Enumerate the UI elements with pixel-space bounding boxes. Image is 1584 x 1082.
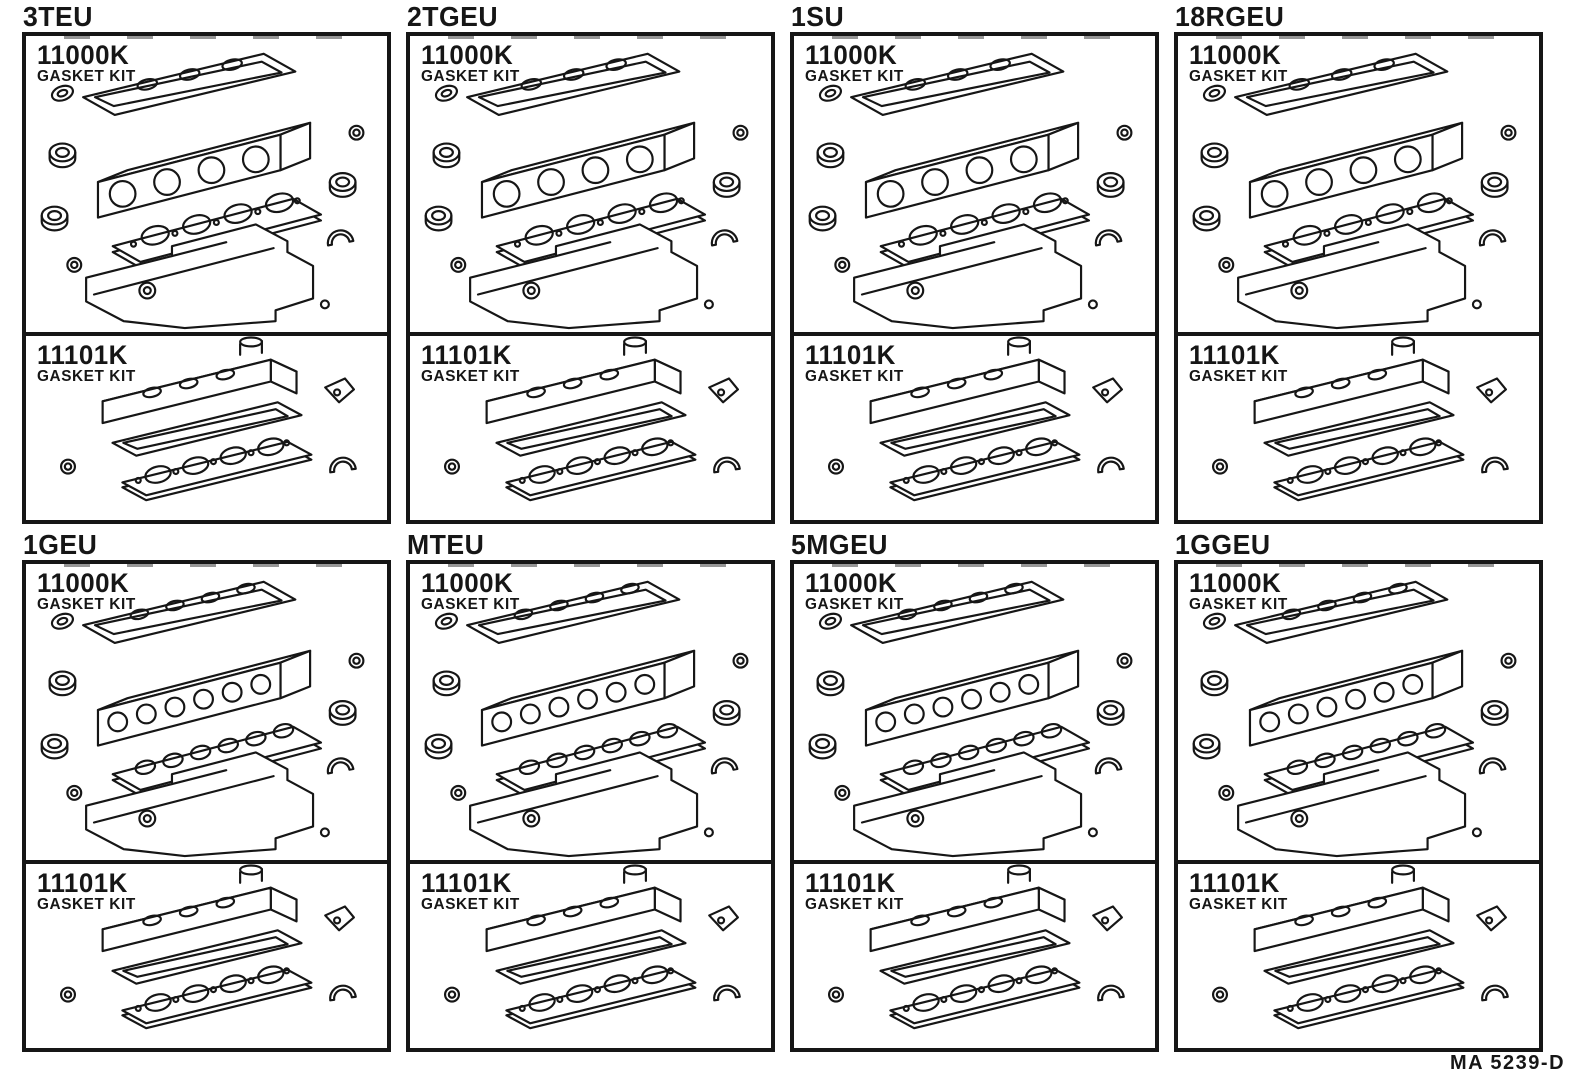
footer-doc-code: MA 5239-D [1450,1052,1566,1074]
kit-caption [37,342,140,385]
panel-frame [22,32,391,524]
kit-caption [421,42,524,85]
head-gasket-kit-section [1178,860,1539,1048]
kit-name: GASKET KIT [1189,896,1288,913]
engine-panel-1ggeu [1174,529,1543,1052]
kit-caption [421,570,524,613]
panel-frame [22,560,391,1052]
kit-name: GASKET KIT [805,896,904,913]
part-number: 11000K [421,40,514,70]
head-gasket-kit-section [26,860,387,1048]
full-gasket-kit-section [1178,564,1539,860]
part-number: 11101K [1189,868,1280,898]
part-number: 11000K [421,568,514,598]
part-number: 11101K [805,340,896,370]
full-gasket-kit-section [26,564,387,860]
panel-grid [22,1,1543,1052]
engine-code-label: 1GGEU [1175,529,1271,560]
kit-name: GASKET KIT [805,368,904,385]
kit-caption [421,342,524,385]
kit-name: GASKET KIT [421,368,520,385]
head-gasket-kit-section [794,332,1155,520]
kit-caption [805,870,908,913]
part-number: 11000K [805,568,898,598]
panel-frame [1174,560,1543,1052]
kit-caption [1189,342,1292,385]
head-gasket-kit-section [1178,332,1539,520]
full-gasket-kit-section [26,36,387,332]
head-gasket-kit-section [794,860,1155,1048]
part-number: 11101K [1189,340,1280,370]
engine-panel-18rgeu [1174,1,1543,524]
part-number: 11000K [805,40,898,70]
kit-name: GASKET KIT [1189,68,1288,85]
part-number: 11000K [37,568,130,598]
panel-frame [406,32,775,524]
panel-frame [1174,32,1543,524]
full-gasket-kit-section [794,564,1155,860]
head-gasket-kit-section [410,860,771,1048]
kit-caption [805,342,908,385]
engine-panel-3teu [22,1,391,524]
part-number: 11000K [1189,40,1282,70]
kit-name: GASKET KIT [37,368,136,385]
kit-name: GASKET KIT [805,596,904,613]
engine-code-label: 1GEU [23,529,98,560]
kit-name: GASKET KIT [1189,368,1288,385]
engine-panel-2tgeu [406,1,775,524]
engine-code-label: MTEU [407,529,485,560]
engine-panel-mteu [406,529,775,1052]
engine-code-label: 1SU [791,1,845,32]
part-number: 11101K [37,868,128,898]
engine-code-label: 2TGEU [407,1,499,32]
part-number: 11101K [37,340,128,370]
engine-code-label: 5MGEU [791,529,888,560]
kit-caption [37,570,140,613]
kit-name: GASKET KIT [37,896,136,913]
head-gasket-kit-section [410,332,771,520]
kit-name: GASKET KIT [805,68,904,85]
engine-code-label: 18RGEU [1175,1,1285,32]
part-number: 11101K [421,340,512,370]
kit-caption [805,42,908,85]
kit-name: GASKET KIT [421,68,520,85]
kit-caption [37,870,140,913]
kit-caption [421,870,524,913]
part-number: 11000K [1189,568,1282,598]
kit-name: GASKET KIT [421,896,520,913]
panel-frame [406,560,775,1052]
full-gasket-kit-section [1178,36,1539,332]
full-gasket-kit-section [794,36,1155,332]
kit-name: GASKET KIT [1189,596,1288,613]
kit-caption [1189,570,1292,613]
kit-name: GASKET KIT [37,68,136,85]
panel-frame [790,32,1159,524]
engine-panel-1su [790,1,1159,524]
part-number: 11101K [421,868,512,898]
full-gasket-kit-section [410,564,771,860]
engine-code-label: 3TEU [23,1,93,32]
panel-frame [790,560,1159,1052]
kit-caption [805,570,908,613]
full-gasket-kit-section [410,36,771,332]
part-number: 11000K [37,40,130,70]
kit-name: GASKET KIT [37,596,136,613]
kit-caption [1189,42,1292,85]
part-number: 11101K [805,868,896,898]
kit-name: GASKET KIT [421,596,520,613]
engine-panel-1geu [22,529,391,1052]
head-gasket-kit-section [26,332,387,520]
engine-panel-5mgeu [790,529,1159,1052]
kit-caption [1189,870,1292,913]
kit-caption [37,42,140,85]
